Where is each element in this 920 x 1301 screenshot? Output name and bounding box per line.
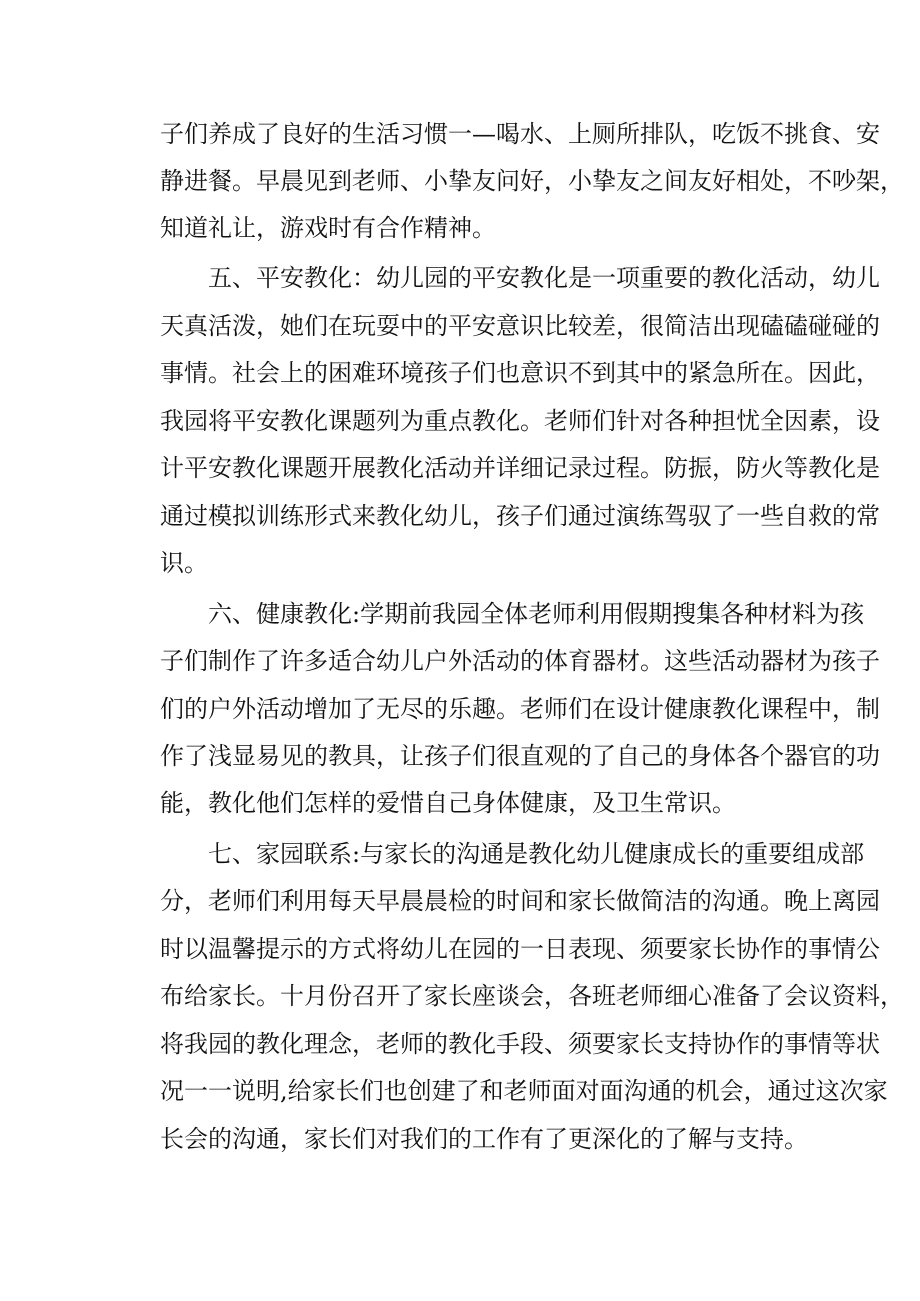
paragraph-2-line-2: 天真活泼，她们在玩耍中的平安意识比较差，很简洁出现磕磕碰碰的 [160, 312, 880, 340]
paragraph-4-line-3: 时以温馨提示的方式将幼儿在园的一日表现、须要家长协作的事情公 [160, 935, 880, 963]
paragraph-3-line-1: 六、健康教化:学期前我园全体老师利用假期搜集各种材料为孩 [208, 600, 865, 628]
paragraph-4-line-2: 分，老师们利用每天早晨晨检的时间和家长做简洁的沟通。晚上离园 [160, 887, 880, 915]
paragraph-3-line-2: 子们制作了许多适合幼儿户外活动的体育器材。这些活动器材为孩子 [160, 647, 880, 675]
paragraph-4-line-1: 七、家园联系:与家长的沟通是教化幼儿健康成长的重要组成部 [208, 840, 865, 868]
paragraph-3-line-5: 能，教化他们怎样的爱惜自己身体健康，及卫生常识。 [160, 789, 736, 817]
paragraph-4-line-6: 况一一说明,给家长们也创建了和老师面对面沟通的机会，通过这次家 [160, 1077, 888, 1105]
paragraph-1-line-2: 静进餐。早晨见到老师、小挚友问好，小挚友之间友好相处，不吵架， [160, 167, 904, 195]
paragraph-2-line-4: 我园将平安教化课题列为重点教化。老师们针对各种担忧全因素，设 [160, 407, 880, 435]
paragraph-1-line-3: 知道礼让，游戏时有合作精神。 [160, 214, 496, 242]
paragraph-2-line-5: 计平安教化课题开展教化活动并详细记录过程。防振，防火等教化是 [160, 454, 880, 482]
paragraph-4-line-5: 将我园的教化理念，老师的教化手段、须要家长支持协作的事情等状 [160, 1030, 880, 1058]
paragraph-4-line-7: 长会的沟通，家长们对我们的工作有了更深化的了解与支持。 [160, 1125, 808, 1153]
paragraph-2-line-7: 识。 [160, 549, 208, 577]
paragraph-2-line-6: 通过模拟训练形式来教化幼儿，孩子们通过演练驾驭了一些自救的常 [160, 502, 880, 530]
paragraph-4-line-4: 布给家长。十月份召开了家长座谈会，各班老师细心准备了会议资料， [160, 982, 904, 1010]
paragraph-3-line-3: 们的户外活动增加了无尽的乐趣。老师们在设计健康教化课程中，制 [160, 695, 880, 723]
paragraph-2-line-3: 事情。社会上的困难环境孩子们也意识不到其中的紧急所在。因此， [160, 359, 880, 387]
paragraph-3-line-4: 作了浅显易见的教具，让孩子们很直观的了自己的身体各个器官的功 [160, 742, 880, 770]
paragraph-2-line-1: 五、平安教化：幼儿园的平安教化是一项重要的教化活动，幼儿 [208, 264, 880, 292]
paragraph-1-line-1: 子们养成了良好的生活习惯一—喝水、上厕所排队，吃饭不挑食、安 [160, 120, 880, 148]
